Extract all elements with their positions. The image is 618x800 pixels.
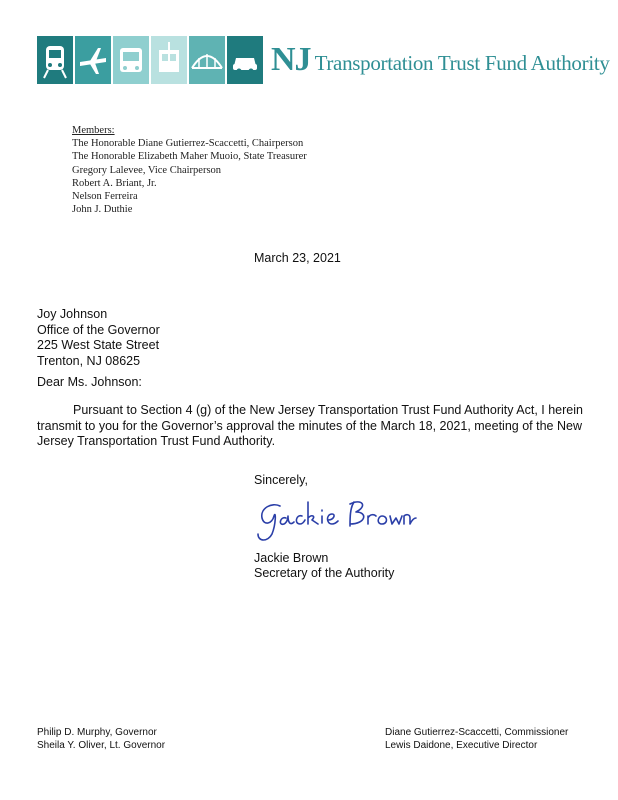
footer-right — [385, 726, 568, 752]
member-item: The Honorable Elizabeth Maher Muoio, State Treasurer — [72, 151, 307, 163]
members-list — [72, 124, 307, 216]
organization-name — [271, 41, 610, 79]
footer-governor: Philip D. Murphy, Governor — [37, 727, 157, 738]
recipient-name: Joy Johnson — [37, 307, 108, 321]
closing: Sincerely, — [254, 473, 308, 487]
members-heading: Members: — [72, 125, 115, 136]
bridge-icon — [189, 36, 225, 84]
org-abbrev: NJ — [271, 41, 311, 78]
footer-left — [37, 726, 165, 752]
handwritten-signature — [250, 494, 420, 551]
tram-icon — [151, 36, 187, 84]
logo — [37, 36, 265, 84]
signer-block — [254, 551, 394, 581]
airplane-icon — [75, 36, 111, 84]
member-item: Gregory Lalevee, Vice Chairperson — [72, 164, 222, 176]
recipient-office: Office of the Governor — [37, 322, 160, 337]
car-icon — [227, 36, 263, 84]
letter-body: Pursuant to Section 4 (g) of the New Jersey Transportation Trust Fund Authority Act, I herein transmit to you for the Governor’s approval the minutes of the March 18, 2021, meeting of the New Jersey Transportation Trust Fund Authority. — [37, 403, 583, 448]
signer-title: Secretary of the Authority — [254, 566, 395, 580]
signer-name: Jackie Brown — [254, 551, 329, 565]
recipient-address — [37, 307, 160, 369]
bus-icon — [113, 36, 149, 84]
letterhead — [37, 36, 610, 84]
recipient-city: Trenton, NJ 08625 — [37, 353, 141, 368]
org-full-name: Transportation Trust Fund Authority — [314, 51, 610, 75]
letter-date: March 23, 2021 — [254, 251, 341, 265]
member-item: Nelson Ferreira — [72, 191, 138, 203]
member-item: John J. Duthie — [72, 204, 133, 216]
footer-lt-governor: Sheila Y. Oliver, Lt. Governor — [37, 740, 166, 751]
train-icon — [37, 36, 73, 84]
recipient-street: 225 West State Street — [37, 338, 160, 352]
salutation: Dear Ms. Johnson: — [37, 375, 142, 389]
footer-executive-director: Lewis Daidone, Executive Director — [385, 740, 538, 751]
footer-commissioner: Diane Gutierrez-Scaccetti, Commissioner — [385, 727, 569, 738]
member-item: The Honorable Diane Gutierrez-Scaccetti, Chairperson — [72, 138, 304, 150]
member-item: Robert A. Briant, Jr. — [72, 177, 157, 189]
